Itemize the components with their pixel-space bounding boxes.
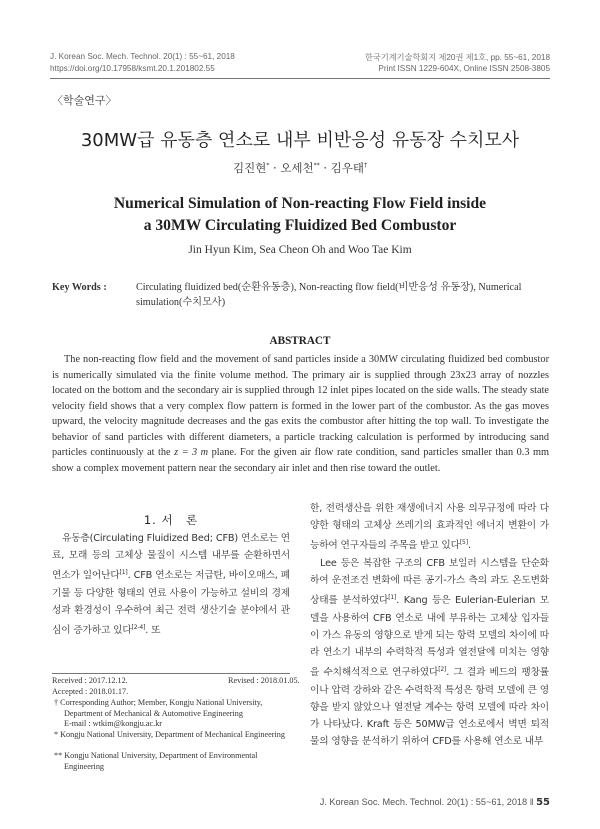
intro-text-7: . Kang 등은 Eulerian-Eulerian 모델을 사용하여 CFB 연소로 내에 부유하는 고체상 입자들이 가스 유동의 영향으로 받게 되는 항력 모델의 차이에 따라 연소기 내부의 수력학적 특성과 열전달에 미치는 영향을 수치해석적으로 연구하였다 (310, 595, 549, 679)
intro-text-4: 한, 전력생산을 위한 재생에너지 사용 의무규정에 따라 다양한 형태의 고체상 쓰레기의 효과적인 에너지 변환이 가능하여 연구자들의 주목을 받고 있다 (310, 503, 549, 552)
title-korean: 30MW급 유동층 연소로 내부 비반응성 유동장 수치모사 (80, 130, 520, 151)
author-email[interactable]: E-mail : wtkim@kongju.ac.kr (64, 719, 163, 728)
intro-paragraph (52, 530, 290, 640)
section-heading-introduction: 1. 서 론 (143, 513, 199, 527)
citation-ref: [2-4] (131, 624, 146, 632)
intro-continued-paragraph (310, 500, 549, 555)
page-footer (320, 797, 550, 808)
doi-link[interactable]: https://doi.org/10.17958/ksmt.20.1.201802.55 (50, 64, 215, 73)
author-3-mark: † (363, 162, 367, 170)
author-1-mark: * (266, 162, 270, 170)
intro-text-5: . (467, 540, 471, 552)
issn-info: Print ISSN 1229-604X, Online ISSN 2508-3805 (378, 64, 550, 73)
page-number: 55 (536, 797, 550, 808)
intro-text-2: . CFB 연소로는 저급탄, 바이오매스, 폐기물 등 다양한 형태의 연료 사용이 가능하고 설비의 경제성과 환경성이 우수하여 최근 전력 생산기술 분야에서 관심이 증가하고 있다 (52, 570, 290, 637)
footer-separator: ‖ (529, 797, 534, 807)
keywords-label: Key Words : (52, 282, 107, 293)
keywords-text: Circulating fluidized bed(순환유동층), Non-reacting flow field(비반응성 유동장), Numerical simulation(수치모사) (136, 282, 522, 308)
citation-ref: [5] (459, 539, 468, 547)
intro-text-3: . 또 (145, 625, 161, 637)
title-english-line-2: a 30MW Circulating Fluidized Bed Combustor (143, 217, 457, 234)
author-2-mark: ** (313, 162, 320, 170)
author-2: 오세천 (280, 161, 314, 175)
literature-paragraph (310, 555, 549, 751)
accepted-date: Accepted : 2018.01.17. (52, 687, 129, 696)
affiliation-1: * Kongju National University, Department of Mechanical Engineering (54, 730, 285, 739)
abstract-heading: ABSTRACT (269, 335, 331, 347)
right-column-text (310, 500, 549, 751)
title-english (0, 193, 600, 237)
author-3: 김우태 (330, 161, 364, 175)
intro-text-8: . 그 결과 베드의 팽창률이나 압력 강하와 같은 수력학적 특성은 항력 모델에 큰 영향을 받지 않았으나 열전달 계수는 항력 모델에 따라 차이가 나타났다. Kraft 등은 50MW급 연소로에서 벽면 퇴적물의 영향을 분석하기 위하여 CFD를 사용해 연소로 내부 (310, 667, 549, 748)
title-english-line-1: Numerical Simulation of Non-reacting Flow Field inside (113, 195, 487, 212)
corresponding-author: † Corresponding Author; Member, Kongju National University, Department of Mechanical & Automotive Engineering (54, 698, 263, 718)
author-1: 김진현 (233, 161, 267, 175)
left-column-text (52, 530, 290, 640)
abstract-text-2: plane. For the given air flow rate condition, sand particles smaller than 0.3 mm show a complex movement pattern near the secondary air inlet and then rise toward the outlet. (52, 447, 549, 474)
abstract-body (52, 352, 549, 476)
footer-citation: J. Korean Soc. Mech. Technol. 20(1) : 55~61, 2018 (319, 797, 528, 807)
intro-text-1: 유동층(Circulating Fluidized Bed; CFB) 연소로는 연료, 모래 등의 고체상 물질이 시스템 내부를 순환하면서 연소가 일어난다 (52, 533, 290, 582)
abstract-text-1: The non-reacting flow field and the movement of sand particles inside a 30MW circulating fluidized bed combustor is numerically simulated via the finite volume method. The primary air is supplied through 23x23 array of nozzles located on the bottom and the secondary air is supplied through 12 inlet pipes located on the side walls. The steady state velocity field shows that a very complex flow pattern is formed in the lower part of the combustor. As the gas moves upward, the velocity magnitude decreases and the gas exits the combustor after hitting the top wall. To investigate the behavior of sand particles with different diameters, a particle tracking calculation is performed by introducing sand particles continuously at the (52, 354, 549, 458)
journal-citation-ko: 한국기계기술학회지 제20권 제1호, pp. 55~61, 2018 (365, 53, 550, 62)
citation-ref: [2] (438, 666, 447, 674)
revised-date: Revised : 2018.01.05. (228, 676, 300, 685)
affiliation-2: ** Kongju National University, Department of Environmental Engineering (54, 751, 258, 771)
authors-korean (0, 160, 600, 176)
received-date: Received : 2017.12.12. (52, 676, 128, 685)
intro-text-6: Lee 등은 복잡한 구조의 CFB 보일러 시스템을 단순화하여 운전조건 변화에 따른 공기-가스 측의 과도 온도변화 상태를 분석하였다 (310, 557, 549, 607)
author-separator: · (323, 161, 327, 175)
authors-english: Jin Hyun Kim, Sea Cheon Oh and Woo Tae Kim (188, 244, 412, 256)
author-separator: · (273, 161, 277, 175)
article-category: 〈학술연구〉 (52, 94, 117, 107)
header-divider (50, 78, 550, 79)
footnote-divider (52, 673, 290, 674)
citation-ref: [1] (119, 569, 128, 577)
citation-ref: [1] (388, 594, 397, 602)
journal-citation: J. Korean Soc. Mech. Technol. 20(1) : 55~61, 2018 (50, 52, 235, 61)
abstract-equation: z = 3 m (174, 447, 209, 458)
